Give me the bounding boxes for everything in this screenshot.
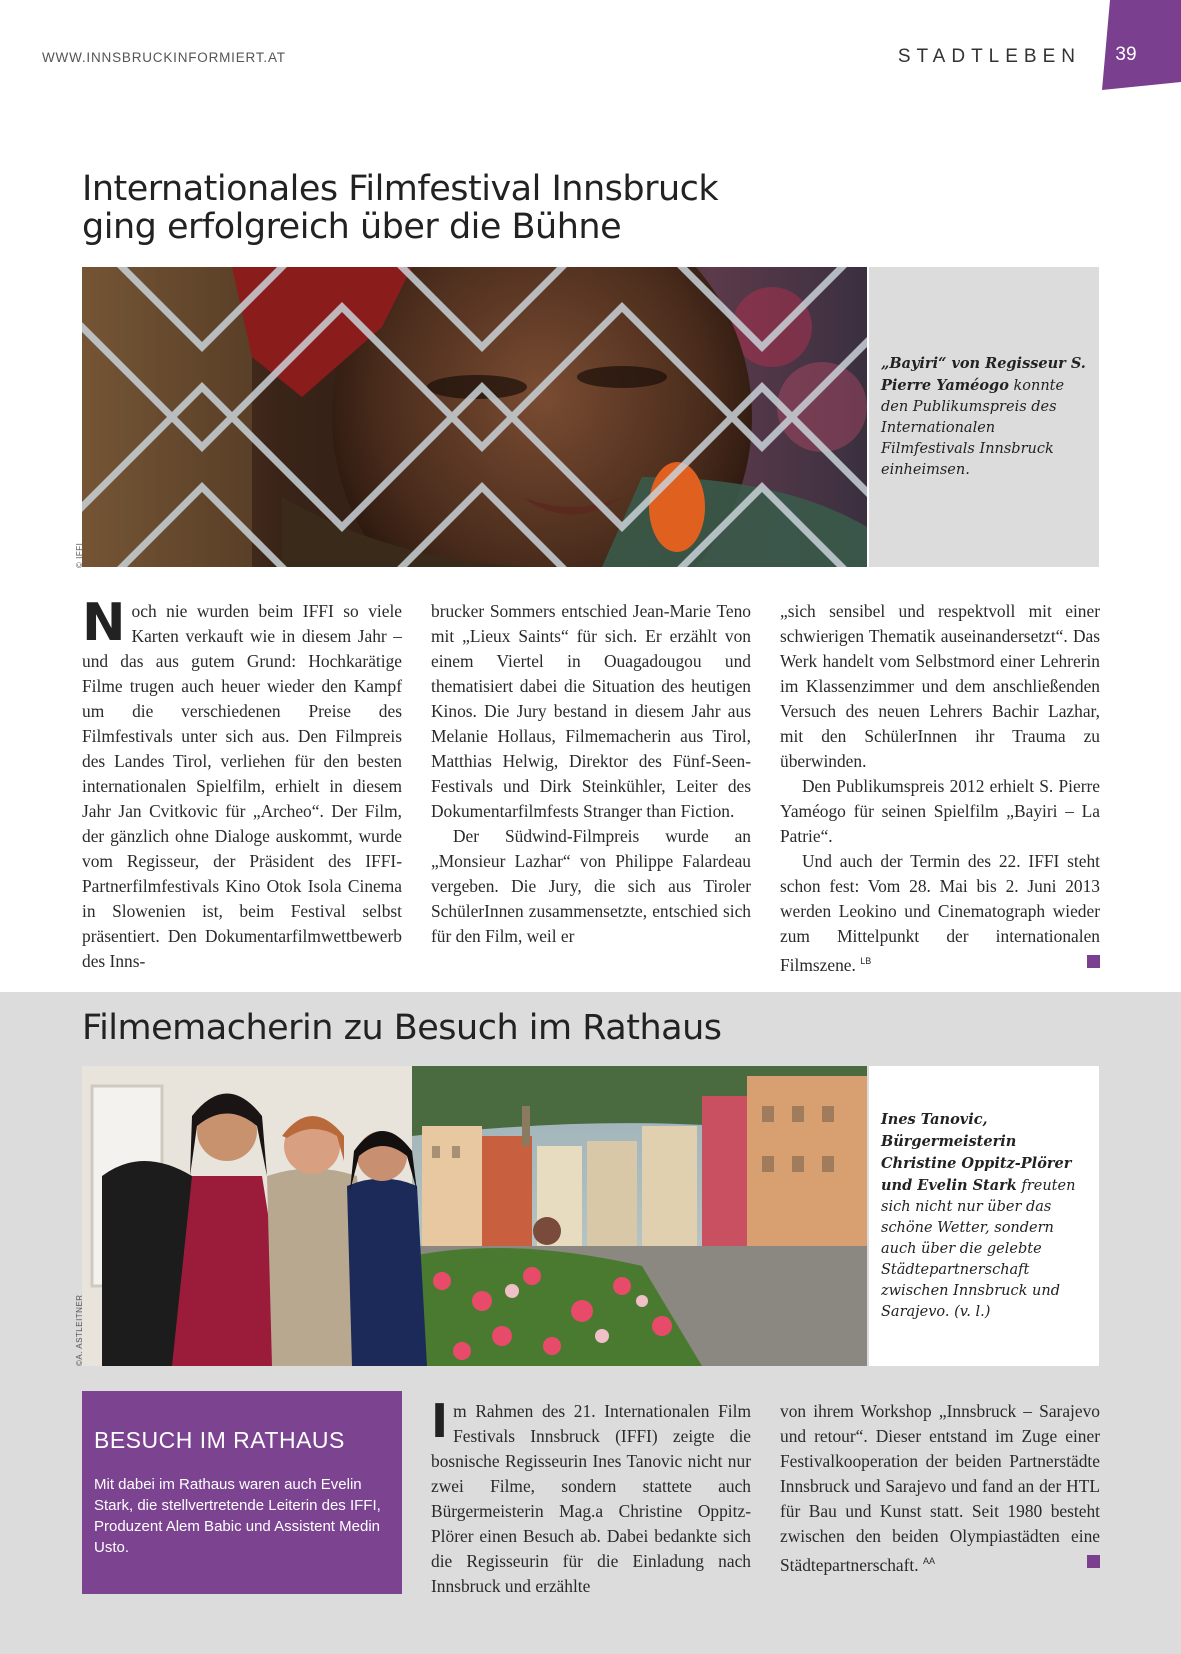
caption-bold-2: Ines Tanovic, Bürgermeisterin Christine Oppitz-Plörer und Evelin Stark [881,1111,1072,1194]
rathaus-photo [82,1066,867,1366]
caption-bold: „Bayiri“ von Regisseur S. Pierre Yaméogo [881,355,1086,394]
article1-col3-p2: Den Publikumspreis 2012 erhielt S. Pierre Yaméogo für seinen Spielfilm „Bayiri – La Patrie“. [780,776,1100,846]
article2-col2-text: m Rahmen des 21. Internationalen Film Festivals Innsbruck (IFFI) zeigte die bosnische Regisseurin Ines Tanovic nicht nur zwei Filme, sondern stattete auch Bürgermeisterin Mag.a Christine Oppitz-Plörer einen Besuch ab. Dabei bedankte sich die Regisseurin für die Einladung nach Innsbruck und erzählte [431,1401,751,1596]
article1-column-2 [431,599,751,949]
article2-column-2 [431,1394,751,1599]
article2-column-3 [780,1399,1100,1578]
article1-col3-p1: „sich sensibel und respektvoll mit einer schwierigen Thematik auseinandersetzt“. Das Werk handelt vom Selbstmord einer Lehrerin im Klassenzimmer und dem anschließenden Versuch des neuen Lehrers Bachir Lazhar, mit den SchülerInnen ihr Trauma zu überwinden. [780,601,1100,771]
section-title: STADTLEBEN [897,46,1081,67]
author-initials: LB [860,956,872,966]
article2-title: Filmemacherin zu Besuch im Rathaus [82,1008,722,1048]
article1-column-1 [82,593,402,974]
info-box [82,1391,402,1594]
photo-caption-box [869,267,1099,567]
article1-col2-p1: brucker Sommers entschied Jean-Marie Teno mit „Lieux Saints“ für sich. Er erzählt von einem Viertel in Ouagadougou und thematisiert dabei die Situation des heutigen Kinos. Die Jury bestand in diesem Jahr aus Melanie Hollaus, Filmemacherin aus Tirol, Matthias Helwig, Direktor des Fünf-Seen-Festivals und Dirk Steinkühler, Leiter des Dokumentarfilmfests Stranger than Fiction. [431,601,751,821]
caption-text: konnte den Publikumspreis des Internationalen Filmfestivals Innsbruck einheimsen. [881,378,1065,478]
header-url: WWW.INNSBRUCKINFORMIERT.AT [42,50,286,65]
photo-caption [881,353,1087,481]
dropcap-2: I [431,1394,449,1448]
author-initials-2: AA [922,1556,935,1566]
photo-caption-2 [881,1109,1087,1323]
caption-text-2: freuten sich nicht nur über das schöne Wetter, sondern auch über die gelebte Städtepartnerschaft zwischen Innsbruck und Sarajevo. (v. l.) [881,1178,1076,1320]
dropcap: N [82,593,126,653]
film-still-photo [82,267,867,567]
photo-credit-2: ©A. ASTLEITNER [75,1294,84,1366]
article1-col2-p2: Der Südwind-Filmpreis wurde an „Monsieur Lazhar“ von Philippe Falardeau vergeben. Die Jury, die sich aus Tiroler SchülerInnen zusammensetzte, entschied sich für den Film, weil er [431,826,751,946]
article1-col1-text: och nie wurden beim IFFI so viele Karten verkauft wie in diesem Jahr – und das aus gutem Grund: Hochkarätige Filme trugen auch heuer wieder den Kampf um die verschiedenen Preise des Filmfestivals unter sich aus. Den Filmpreis des Landes Tirol, verliehen für den besten internationalen Spielfilm, erhielt in diesem Jahr Jan Cvitkovic für „Archeo“. Der Film, der gänzlich ohne Dialoge auskommt, wurde vom Regisseur, der Präsident des IFFI-Partnerfilmfestivals Kino Otok Isola Cinema in Slowenien ist, beim Festival selbst präsentiert. Den Dokumentarfilmwettbewerb des Inns- [82,601,402,971]
article-title: Internationales Filmfestival Innsbruck ging erfolgreich über die Bühne [82,169,719,247]
page-number: 39 [1115,44,1137,65]
end-mark-icon-2 [1087,1555,1100,1568]
info-box-title: BESUCH IM RATHAUS [94,1427,345,1453]
photo-credit: © IFFI [75,542,84,568]
article2-col3-text: von ihrem Workshop „Innsbruck – Sarajevo und retour“. Dieser entstand im Zuge einer Festivalkooperation der beiden Partnerstädte Innsbruck und Sarajevo und fand an der HTL für Bau und Kunst statt. Seit 1980 besteht zwischen den beiden Olympiastädten eine Städtepartnerschaft. [780,1401,1100,1575]
photo-caption-box-2 [869,1066,1099,1366]
info-box-text: Mit dabei im Rathaus waren auch Evelin Stark, die stellvertretende Leiterin des IFFI, Produzent Alem Babic und Assistent Medin Usto. [94,1476,381,1556]
article1-column-3 [780,599,1100,978]
end-mark-icon [1087,955,1100,968]
article1-col3-p3: Und auch der Termin des 22. IFFI steht schon fest: Vom 28. Mai bis 2. Juni 2013 werden Leokino und Cinematograph wieder zum Mittelpunkt der internationalen Filmszene. [780,851,1100,975]
